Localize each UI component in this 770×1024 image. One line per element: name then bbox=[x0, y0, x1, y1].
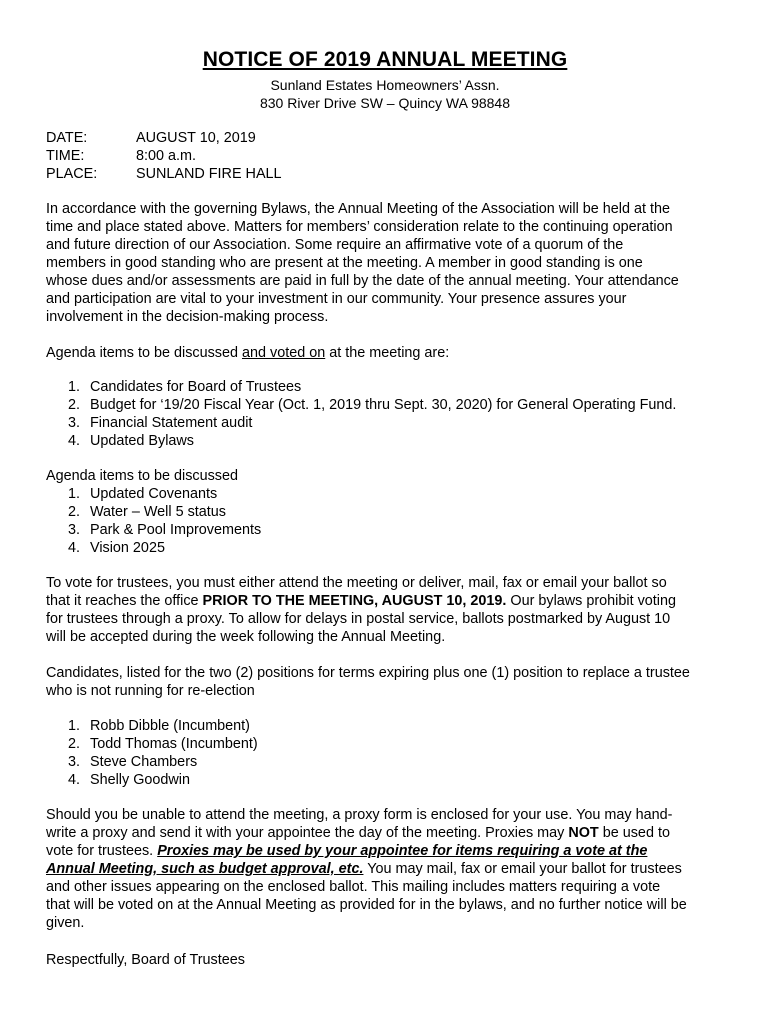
organization-address: 830 River Drive SW – Quincy WA 98848 bbox=[259, 95, 511, 111]
agenda-vote-heading-pre: Agenda items to be discussed bbox=[46, 345, 242, 361]
intro-line: and future direction of our Association. Some require an affirmative vote of a quorum of the bbox=[46, 237, 624, 253]
proxy-line-pre: vote for trustees. bbox=[46, 843, 158, 859]
time-value: 8:00 a.m. bbox=[136, 148, 196, 164]
date-row bbox=[46, 129, 282, 147]
list-number: 4. bbox=[68, 772, 81, 788]
candidate-name: Shelly Goodwin bbox=[90, 772, 190, 788]
intro-line: time and place stated above. Matters for members’ consideration relate to the continuing operation bbox=[46, 219, 673, 235]
list-number: 1. bbox=[68, 379, 81, 395]
proxy-line-pre: write a proxy and send it with your appointee the day of the meeting. Proxies may bbox=[46, 825, 569, 841]
document-title: NOTICE OF 2019 ANNUAL MEETING bbox=[202, 48, 568, 71]
proxy-not-bold: NOT bbox=[568, 825, 599, 841]
agenda-discuss-list bbox=[68, 485, 261, 557]
list-item bbox=[68, 432, 676, 450]
candidates-intro-line: Candidates, listed for the two (2) positions for terms expiring plus one (1) position to replace a trustee bbox=[46, 665, 690, 681]
proxy-emphasis: Proxies may be used by your appointee for items requiring a vote at the bbox=[157, 843, 648, 859]
candidates-intro bbox=[46, 664, 736, 700]
list-number: 3. bbox=[68, 522, 81, 538]
agenda-vote-heading-post: at the meeting are: bbox=[325, 345, 450, 361]
intro-line: In accordance with the governing Bylaws, the Annual Meeting of the Association will be held at the bbox=[46, 201, 670, 217]
intro-paragraph bbox=[46, 200, 736, 326]
agenda-discuss-heading-text: Agenda items to be discussed bbox=[46, 468, 238, 484]
voting-deadline-bold: PRIOR TO THE MEETING, AUGUST 10, 2019. bbox=[202, 593, 507, 609]
list-item bbox=[68, 378, 676, 396]
list-text: Financial Statement audit bbox=[90, 415, 253, 431]
closing-signature: Respectfully, Board of Trustees bbox=[46, 952, 245, 968]
list-number: 2. bbox=[68, 736, 81, 752]
candidate-name: Steve Chambers bbox=[90, 754, 198, 770]
list-item bbox=[68, 539, 261, 557]
list-text: Budget for ‘19/20 Fiscal Year (Oct. 1, 2019 thru Sept. 30, 2020) for General Operating Fund. bbox=[90, 397, 677, 413]
intro-line: whose dues and/or assessments are paid in full by the date of the annual meeting. Your attendance bbox=[46, 273, 679, 289]
voting-line-pre: that it reaches the office bbox=[46, 593, 203, 609]
intro-line: involvement in the decision-making process. bbox=[46, 309, 329, 325]
proxy-line: given. bbox=[46, 915, 85, 931]
list-text: Vision 2025 bbox=[90, 540, 165, 556]
meeting-details bbox=[46, 129, 282, 183]
date-label: DATE: bbox=[46, 130, 88, 146]
voting-line-post: Our bylaws prohibit voting bbox=[506, 593, 676, 609]
list-number: 4. bbox=[68, 540, 81, 556]
place-label: PLACE: bbox=[46, 166, 98, 182]
agenda-discuss-heading bbox=[46, 467, 736, 485]
intro-line: and participation are vital to your investment in our community. Your presence assures your bbox=[46, 291, 627, 307]
agenda-vote-heading bbox=[46, 344, 736, 362]
voting-paragraph bbox=[46, 574, 736, 646]
voting-line: To vote for trustees, you must either attend the meeting or deliver, mail, fax or email your ballot so bbox=[46, 575, 667, 591]
candidates-list bbox=[68, 717, 258, 789]
list-number: 4. bbox=[68, 433, 81, 449]
list-item bbox=[68, 396, 676, 414]
list-item bbox=[68, 753, 258, 771]
proxy-emphasis: Annual Meeting, such as budget approval, etc. bbox=[46, 861, 364, 877]
proxy-line: and other issues appearing on the enclosed ballot. This mailing includes matters requiring a vote bbox=[46, 879, 661, 895]
list-text: Water – Well 5 status bbox=[90, 504, 226, 520]
list-number: 2. bbox=[68, 504, 81, 520]
candidate-name: Todd Thomas (Incumbent) bbox=[90, 736, 258, 752]
list-item bbox=[68, 735, 258, 753]
proxy-line-post: be used to bbox=[598, 825, 670, 841]
list-number: 2. bbox=[68, 397, 81, 413]
organization-name: Sunland Estates Homeowners’ Assn. bbox=[270, 77, 500, 93]
date-value: AUGUST 10, 2019 bbox=[136, 130, 256, 146]
agenda-vote-list bbox=[68, 378, 676, 450]
list-item bbox=[68, 771, 258, 789]
list-number: 1. bbox=[68, 718, 81, 734]
list-item bbox=[68, 485, 261, 503]
list-text: Candidates for Board of Trustees bbox=[90, 379, 302, 395]
list-text: Updated Covenants bbox=[90, 486, 218, 502]
list-text: Park & Pool Improvements bbox=[90, 522, 262, 538]
agenda-vote-heading-underline: and voted on bbox=[242, 345, 326, 361]
list-number: 3. bbox=[68, 415, 81, 431]
list-number: 3. bbox=[68, 754, 81, 770]
place-row bbox=[46, 165, 282, 183]
candidates-intro-line: who is not running for re-election bbox=[46, 683, 255, 699]
proxy-line: Should you be unable to attend the meeting, a proxy form is enclosed for your use. You may hand- bbox=[46, 807, 673, 823]
intro-line: members in good standing who are present at the meeting. A member in good standing is one bbox=[46, 255, 643, 271]
closing bbox=[46, 951, 736, 969]
proxy-line-post: You may mail, fax or email your ballot for trustees bbox=[363, 861, 682, 877]
proxy-paragraph bbox=[46, 806, 736, 932]
voting-line: will be accepted during the week following the Annual Meeting. bbox=[46, 629, 446, 645]
list-item bbox=[68, 414, 676, 432]
list-number: 1. bbox=[68, 486, 81, 502]
place-value: SUNLAND FIRE HALL bbox=[136, 166, 282, 182]
time-label: TIME: bbox=[46, 148, 85, 164]
proxy-line: that will be voted on at the Annual Meeting as provided for in the bylaws, and no further notice will be bbox=[46, 897, 687, 913]
list-item bbox=[68, 503, 261, 521]
candidate-name: Robb Dibble (Incumbent) bbox=[90, 718, 250, 734]
voting-line: for trustees through a proxy. To allow for delays in postal service, ballots postmarked by August 10 bbox=[46, 611, 671, 627]
list-text: Updated Bylaws bbox=[90, 433, 194, 449]
list-item bbox=[68, 521, 261, 539]
time-row bbox=[46, 147, 282, 165]
list-item bbox=[68, 717, 258, 735]
